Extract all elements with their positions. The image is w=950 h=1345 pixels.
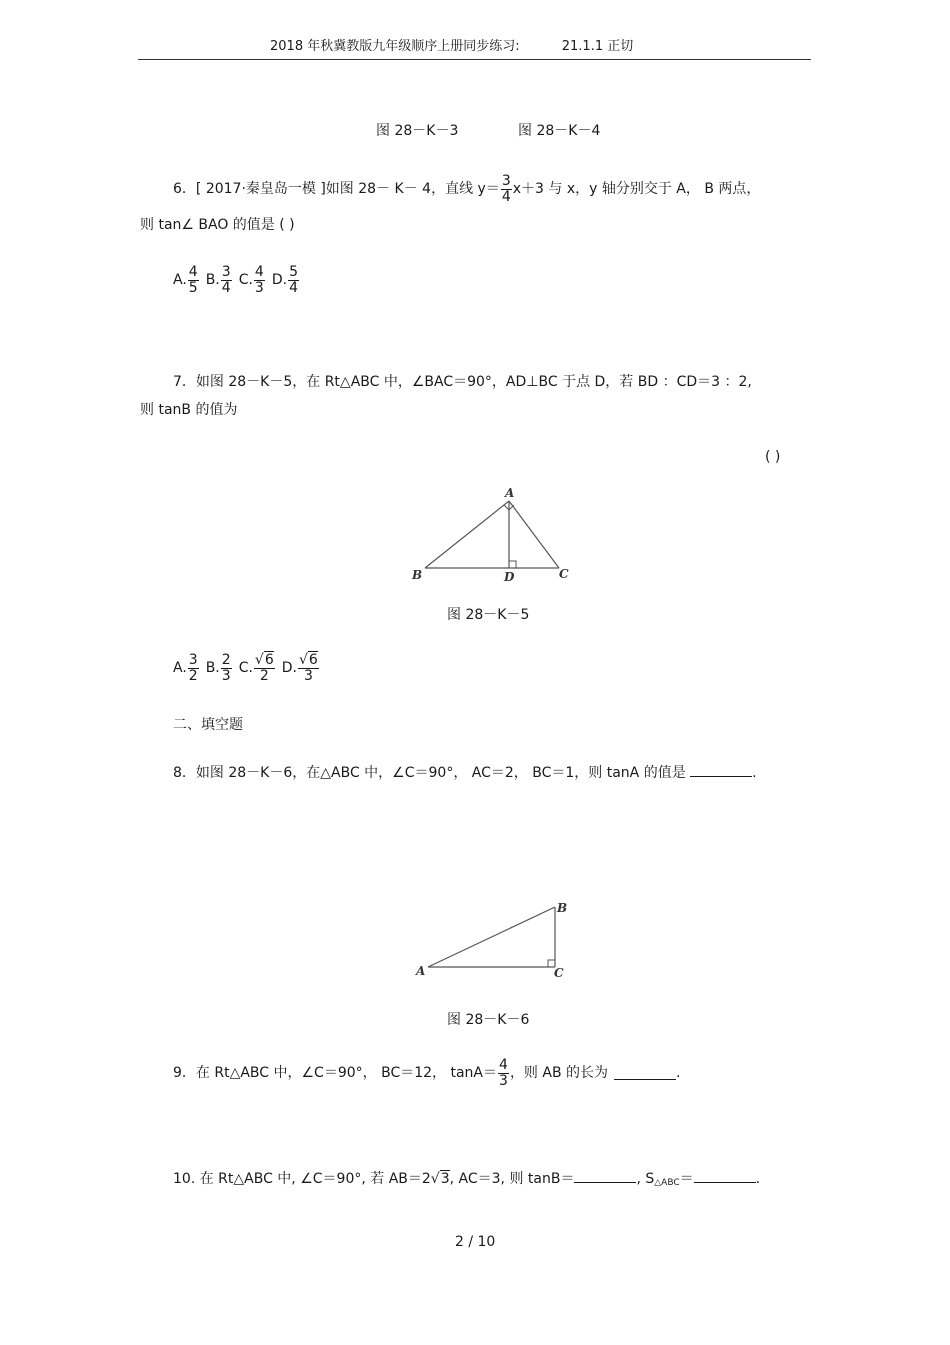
q6-fraction xyxy=(501,174,512,204)
radicand: 6 xyxy=(264,652,274,668)
q6-prefix: 6．[ 2017·秦皇岛一模 ]如图 28－ K－ 4，直线 y＝ xyxy=(173,181,500,198)
q8-answer-blank[interactable] xyxy=(690,764,752,777)
option-fraction xyxy=(188,653,199,683)
q9-frac-den: 3 xyxy=(499,1072,508,1089)
q6-option-b xyxy=(206,265,233,295)
option-label: C. xyxy=(238,660,253,677)
frac-num: 5 xyxy=(289,264,298,280)
q6-frac-den: 4 xyxy=(501,188,511,205)
q10-prefix: 10. 在 Rt△ABC 中, ∠C＝90°, 若 AB＝2 xyxy=(173,1171,431,1187)
q6-option-a xyxy=(173,265,200,295)
sqrt-sign: √6 xyxy=(254,652,274,668)
question-7-line1: 7．如图 28－K－5，在 Rt△ABC 中，∠BAC＝90°，AD⊥BC 于点 D，若 BD ：CD＝3 ：2, xyxy=(173,374,752,390)
option-fraction xyxy=(298,653,319,683)
q9-suffix: ，则 AB 的长为 xyxy=(509,1065,609,1082)
header-divider xyxy=(138,59,811,60)
question-9 xyxy=(173,1058,680,1088)
segment-ab xyxy=(428,907,555,967)
page-number: 2 / 10 xyxy=(455,1234,496,1250)
frac-num: 4 xyxy=(254,264,264,280)
q10-middle: , AC＝3, 则 tanB＝ xyxy=(449,1171,575,1187)
frac-den: 3 xyxy=(303,667,313,684)
q7-option-b xyxy=(206,653,233,683)
option-fraction xyxy=(188,265,199,295)
header-title-text: 2018 年秋冀教版九年级顺序上册同步练习: xyxy=(270,39,520,54)
segment-ac xyxy=(509,501,559,568)
question-10 xyxy=(173,1170,760,1188)
q9-frac-num: 4 xyxy=(499,1057,508,1073)
segment-ab xyxy=(425,501,509,568)
option-label: D. xyxy=(281,660,297,677)
q7-option-a xyxy=(173,653,200,683)
q6-frac-num: 3 xyxy=(501,173,511,189)
frac-num xyxy=(254,653,275,669)
figure-caption-4: 图 28－K－4 xyxy=(518,123,601,139)
option-label: B. xyxy=(205,272,220,289)
frac-den: 3 xyxy=(221,667,231,684)
option-label: D. xyxy=(271,272,288,289)
vertex-label-c: C xyxy=(554,966,564,980)
question-8 xyxy=(173,764,757,780)
question-7-line2: 则 tanB 的值为 xyxy=(140,402,238,418)
vertex-label-b: B xyxy=(412,568,423,582)
q10-s-label: , S xyxy=(636,1171,655,1187)
frac-den: 2 xyxy=(259,667,269,684)
frac-den: 4 xyxy=(221,279,231,296)
header-section: 21.1.1 正切 xyxy=(561,39,634,54)
q9-fraction xyxy=(498,1058,509,1088)
frac-num: 2 xyxy=(221,652,231,668)
section-heading-fill-in: 二、填空题 xyxy=(173,717,243,733)
q10-tanb-blank[interactable] xyxy=(574,1170,636,1183)
q9-end: . xyxy=(676,1065,681,1082)
option-label: A. xyxy=(173,660,187,677)
vertex-label-c: C xyxy=(559,567,569,581)
q7-option-d xyxy=(282,653,320,683)
header-title xyxy=(270,40,633,53)
option-fraction xyxy=(221,653,232,683)
right-angle-mark-d xyxy=(509,561,516,568)
figure-caption-3: 图 28－K－3 xyxy=(376,123,459,139)
question-6-line2: 则 tan∠ BAO 的值是 ( ) xyxy=(140,217,295,233)
figure-caption-6: 图 28－K－6 xyxy=(447,1012,530,1028)
option-label: C. xyxy=(238,272,253,289)
q10-area-blank[interactable] xyxy=(694,1170,756,1183)
sqrt-sign: √3 xyxy=(430,1171,450,1187)
option-label: A. xyxy=(173,272,187,289)
q10-radicand: 3 xyxy=(440,1171,450,1187)
q8-text: 8．如图 28－K－6，在△ABC 中，∠C＝90°， AC＝2， BC＝1，则 tanA 的值是 xyxy=(173,765,686,781)
q6-option-c xyxy=(239,265,266,295)
figure-caption-5: 图 28－K－5 xyxy=(447,607,530,623)
q9-answer-blank[interactable] xyxy=(614,1067,676,1080)
vertex-label-a: A xyxy=(416,964,426,978)
frac-num: 4 xyxy=(188,264,198,280)
vertex-label-b: B xyxy=(557,901,568,915)
q7-option-c xyxy=(239,653,276,683)
q8-end: . xyxy=(752,765,757,781)
option-fraction xyxy=(221,265,232,295)
question-6-line1 xyxy=(173,174,760,204)
frac-den: 5 xyxy=(188,279,198,296)
frac-den: 3 xyxy=(254,279,264,296)
vertex-label-a: A xyxy=(505,486,515,500)
q10-end: . xyxy=(755,1171,761,1187)
frac-num xyxy=(298,653,319,669)
q6-suffix: x＋3 与 x，y 轴分别交于 A， B 两点， xyxy=(512,181,761,198)
q10-s-eq: ＝ xyxy=(679,1171,694,1187)
option-fraction xyxy=(254,653,275,683)
frac-num: 3 xyxy=(188,652,198,668)
vertex-label-d: D xyxy=(504,570,515,584)
figure-28-k-6 xyxy=(410,895,580,985)
option-fraction xyxy=(254,265,265,295)
radicand: 6 xyxy=(308,652,318,668)
frac-num: 3 xyxy=(221,264,231,280)
question-7-answer-paren: ( ) xyxy=(765,449,781,465)
figure-28-k-5 xyxy=(400,480,590,590)
option-label: B. xyxy=(205,660,220,677)
question-7-options xyxy=(173,653,326,683)
frac-den: 2 xyxy=(188,667,198,684)
frac-den: 4 xyxy=(289,279,298,296)
q10-s-subscript: △ABC xyxy=(654,1178,680,1188)
sqrt-sign: √6 xyxy=(299,652,318,668)
question-6-options xyxy=(173,265,306,295)
q6-option-d xyxy=(272,265,300,295)
option-fraction xyxy=(288,265,299,295)
q9-prefix: 9．在 Rt△ABC 中，∠C＝90°， BC＝12， tanA＝ xyxy=(173,1065,498,1082)
